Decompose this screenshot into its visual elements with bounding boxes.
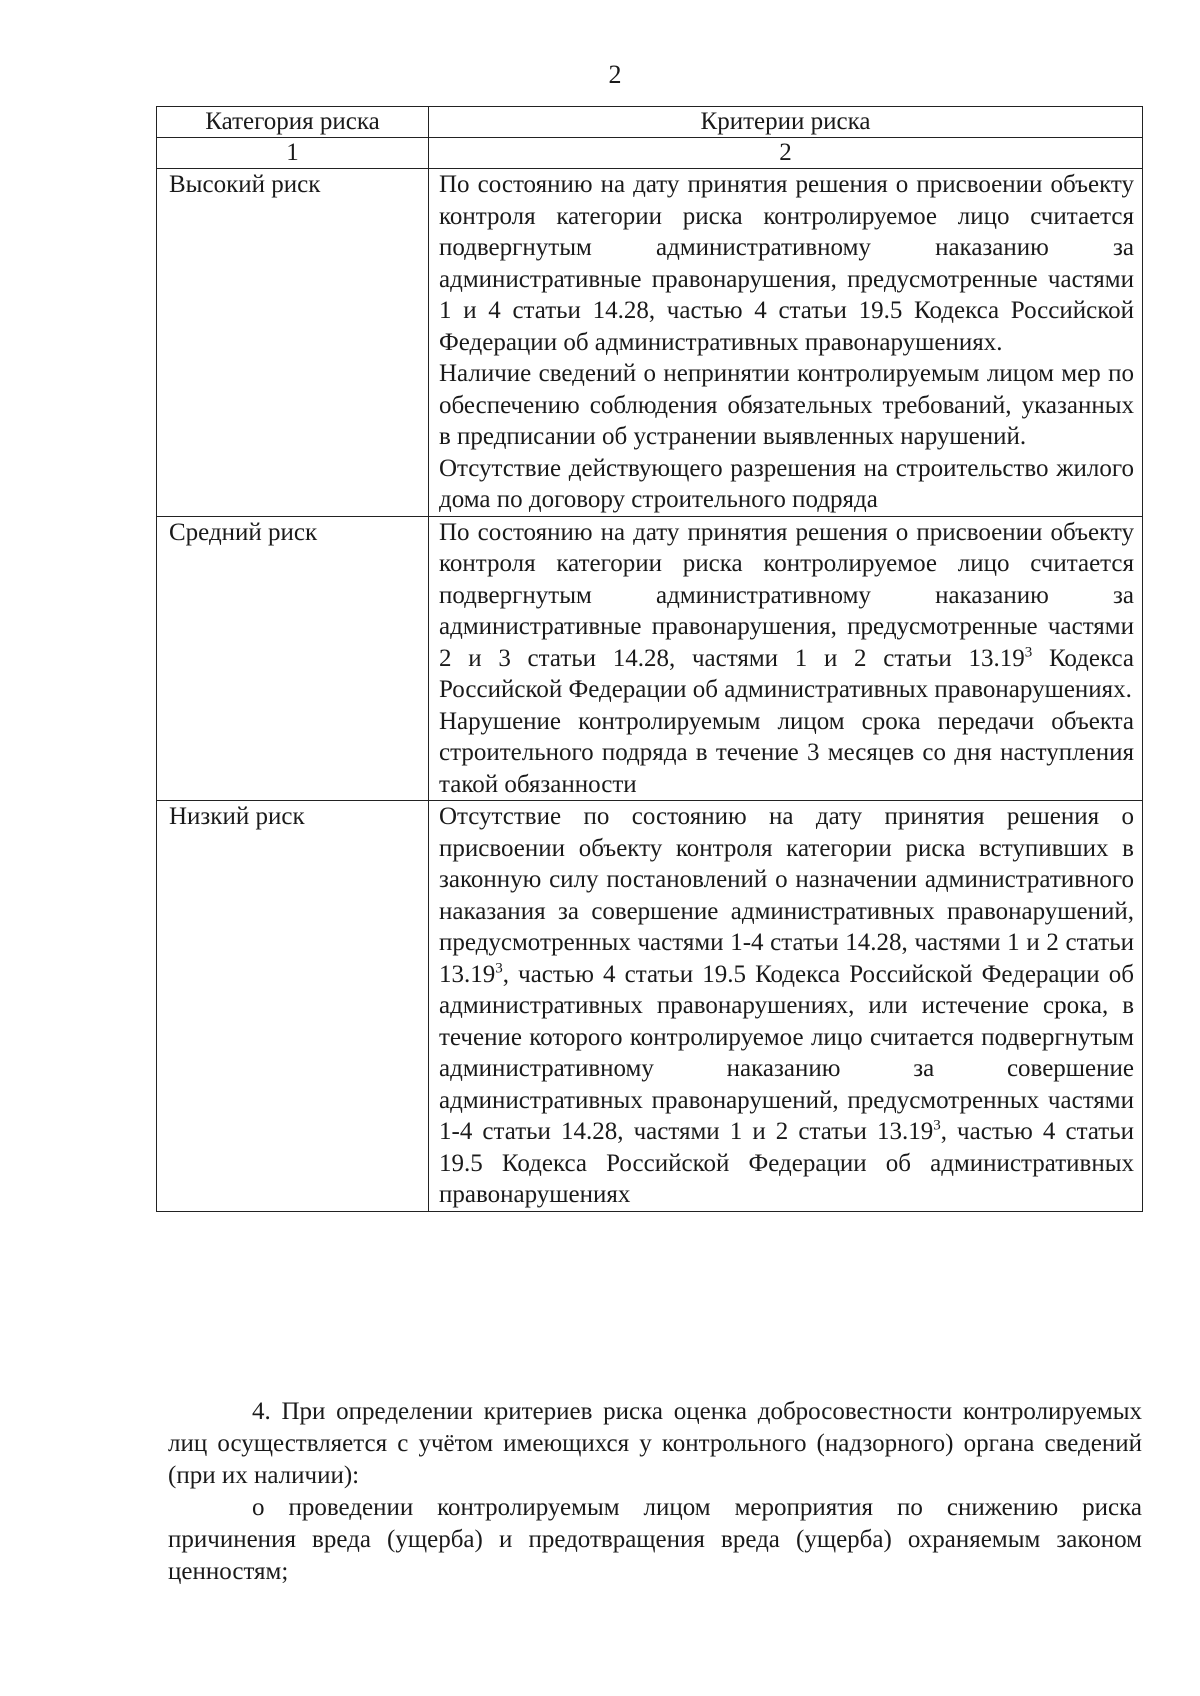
criteria-text: , частью 4 статьи 19.5 Кодекса Российской Федерации об административных правонарушениях, или истечение срока, в течение которого контролируемое лицо считается подвергнутым административному наказанию за совершение административных правонарушений, предусмотренных частями 1-4 статьи 14.28, частями 1 и 2 статьи 13.19 bbox=[439, 960, 1134, 1145]
header-risk-category: Категория риска bbox=[157, 107, 429, 138]
table-header-row bbox=[157, 107, 1143, 138]
criteria-text: По состоянию на дату принятия решения о присвоении объекту контроля категории риска контролируемое лицо считается подвергнутым административному наказанию за административные правонарушения, предусмотренные частями 2 и 3 статьи 14.28, частями 1 и 2 статьи 13.19 bbox=[439, 518, 1134, 672]
superscript: 3 bbox=[933, 1117, 941, 1134]
criteria-text: Отсутствие по состоянию на дату принятия решения о присвоении объекту контроля категории риска вступивших в законную силу постановлений о назначении административного наказания за совершение административных правонарушений, предусмотренных частями 1-4 статьи 14.28, частями 1 и 2 статьи 13.19 bbox=[439, 803, 1134, 988]
criteria-paragraph: Отсутствие действующего разрешения на строительство жилого дома по договору строительного подряда bbox=[439, 454, 1134, 513]
superscript: 3 bbox=[1024, 644, 1033, 661]
risk-category-low: Низкий риск bbox=[157, 801, 429, 1212]
column-number-2: 2 bbox=[429, 138, 1143, 169]
criteria-paragraph: Нарушение контролируемым лицом срока передачи объекта строительного подряда в течение 3 месяцев со дня наступления такой обязанности bbox=[439, 707, 1134, 798]
risk-category-high: Высокий риск bbox=[157, 169, 429, 517]
criteria-text: , частью 4 статьи 19.5 Кодекса Российской Федерации об административных правонарушениях bbox=[439, 1118, 1134, 1208]
risk-category-medium: Средний риск bbox=[157, 516, 429, 801]
criteria-paragraph: Наличие сведений о непринятии контролируемым лицом мер по обеспечению соблюдения обязательных требований, указанных в предписании об устранении выявленных нарушений. bbox=[439, 360, 1134, 450]
column-number-1: 1 bbox=[157, 138, 429, 169]
criteria-paragraph bbox=[439, 517, 1134, 706]
criteria-paragraph bbox=[439, 801, 1134, 1211]
body-text bbox=[168, 1396, 1142, 1588]
risk-category-table bbox=[156, 106, 1143, 1212]
risk-criteria-medium bbox=[429, 516, 1143, 801]
criteria-text: Кодекса Российской Федерации об административных правонарушениях. bbox=[439, 644, 1135, 703]
risk-criteria-high bbox=[429, 169, 1143, 517]
header-risk-criteria: Критерии риска bbox=[429, 107, 1143, 138]
table-row bbox=[157, 516, 1143, 801]
criteria-paragraph: По состоянию на дату принятия решения о присвоении объекту контроля категории риска контролируемое лицо считается подвергнутым административному наказанию за административные правонарушения, предусмотренные частями 1 и 4 статьи 14.28, частью 4 статьи 19.5 Кодекса Российской Федерации об административных правонарушениях. bbox=[439, 171, 1134, 356]
paragraph-list-item: о проведении контролируемым лицом мероприятия по снижению риска причинения вреда (ущерба) и предотвращения вреда (ущерба) охраняемым законом ценностям; bbox=[168, 1494, 1142, 1585]
risk-criteria-low bbox=[429, 801, 1143, 1212]
table-row bbox=[157, 801, 1143, 1212]
superscript: 3 bbox=[495, 960, 503, 977]
table-row bbox=[157, 169, 1143, 517]
page-number: 2 bbox=[608, 60, 622, 89]
paragraph-4: 4. При определении критериев риска оценка добросовестности контролируемых лиц осуществляется с учётом имеющихся у контрольного (надзорного) органа сведений (при их наличии): bbox=[168, 1398, 1142, 1489]
table-numbering-row bbox=[157, 138, 1143, 169]
